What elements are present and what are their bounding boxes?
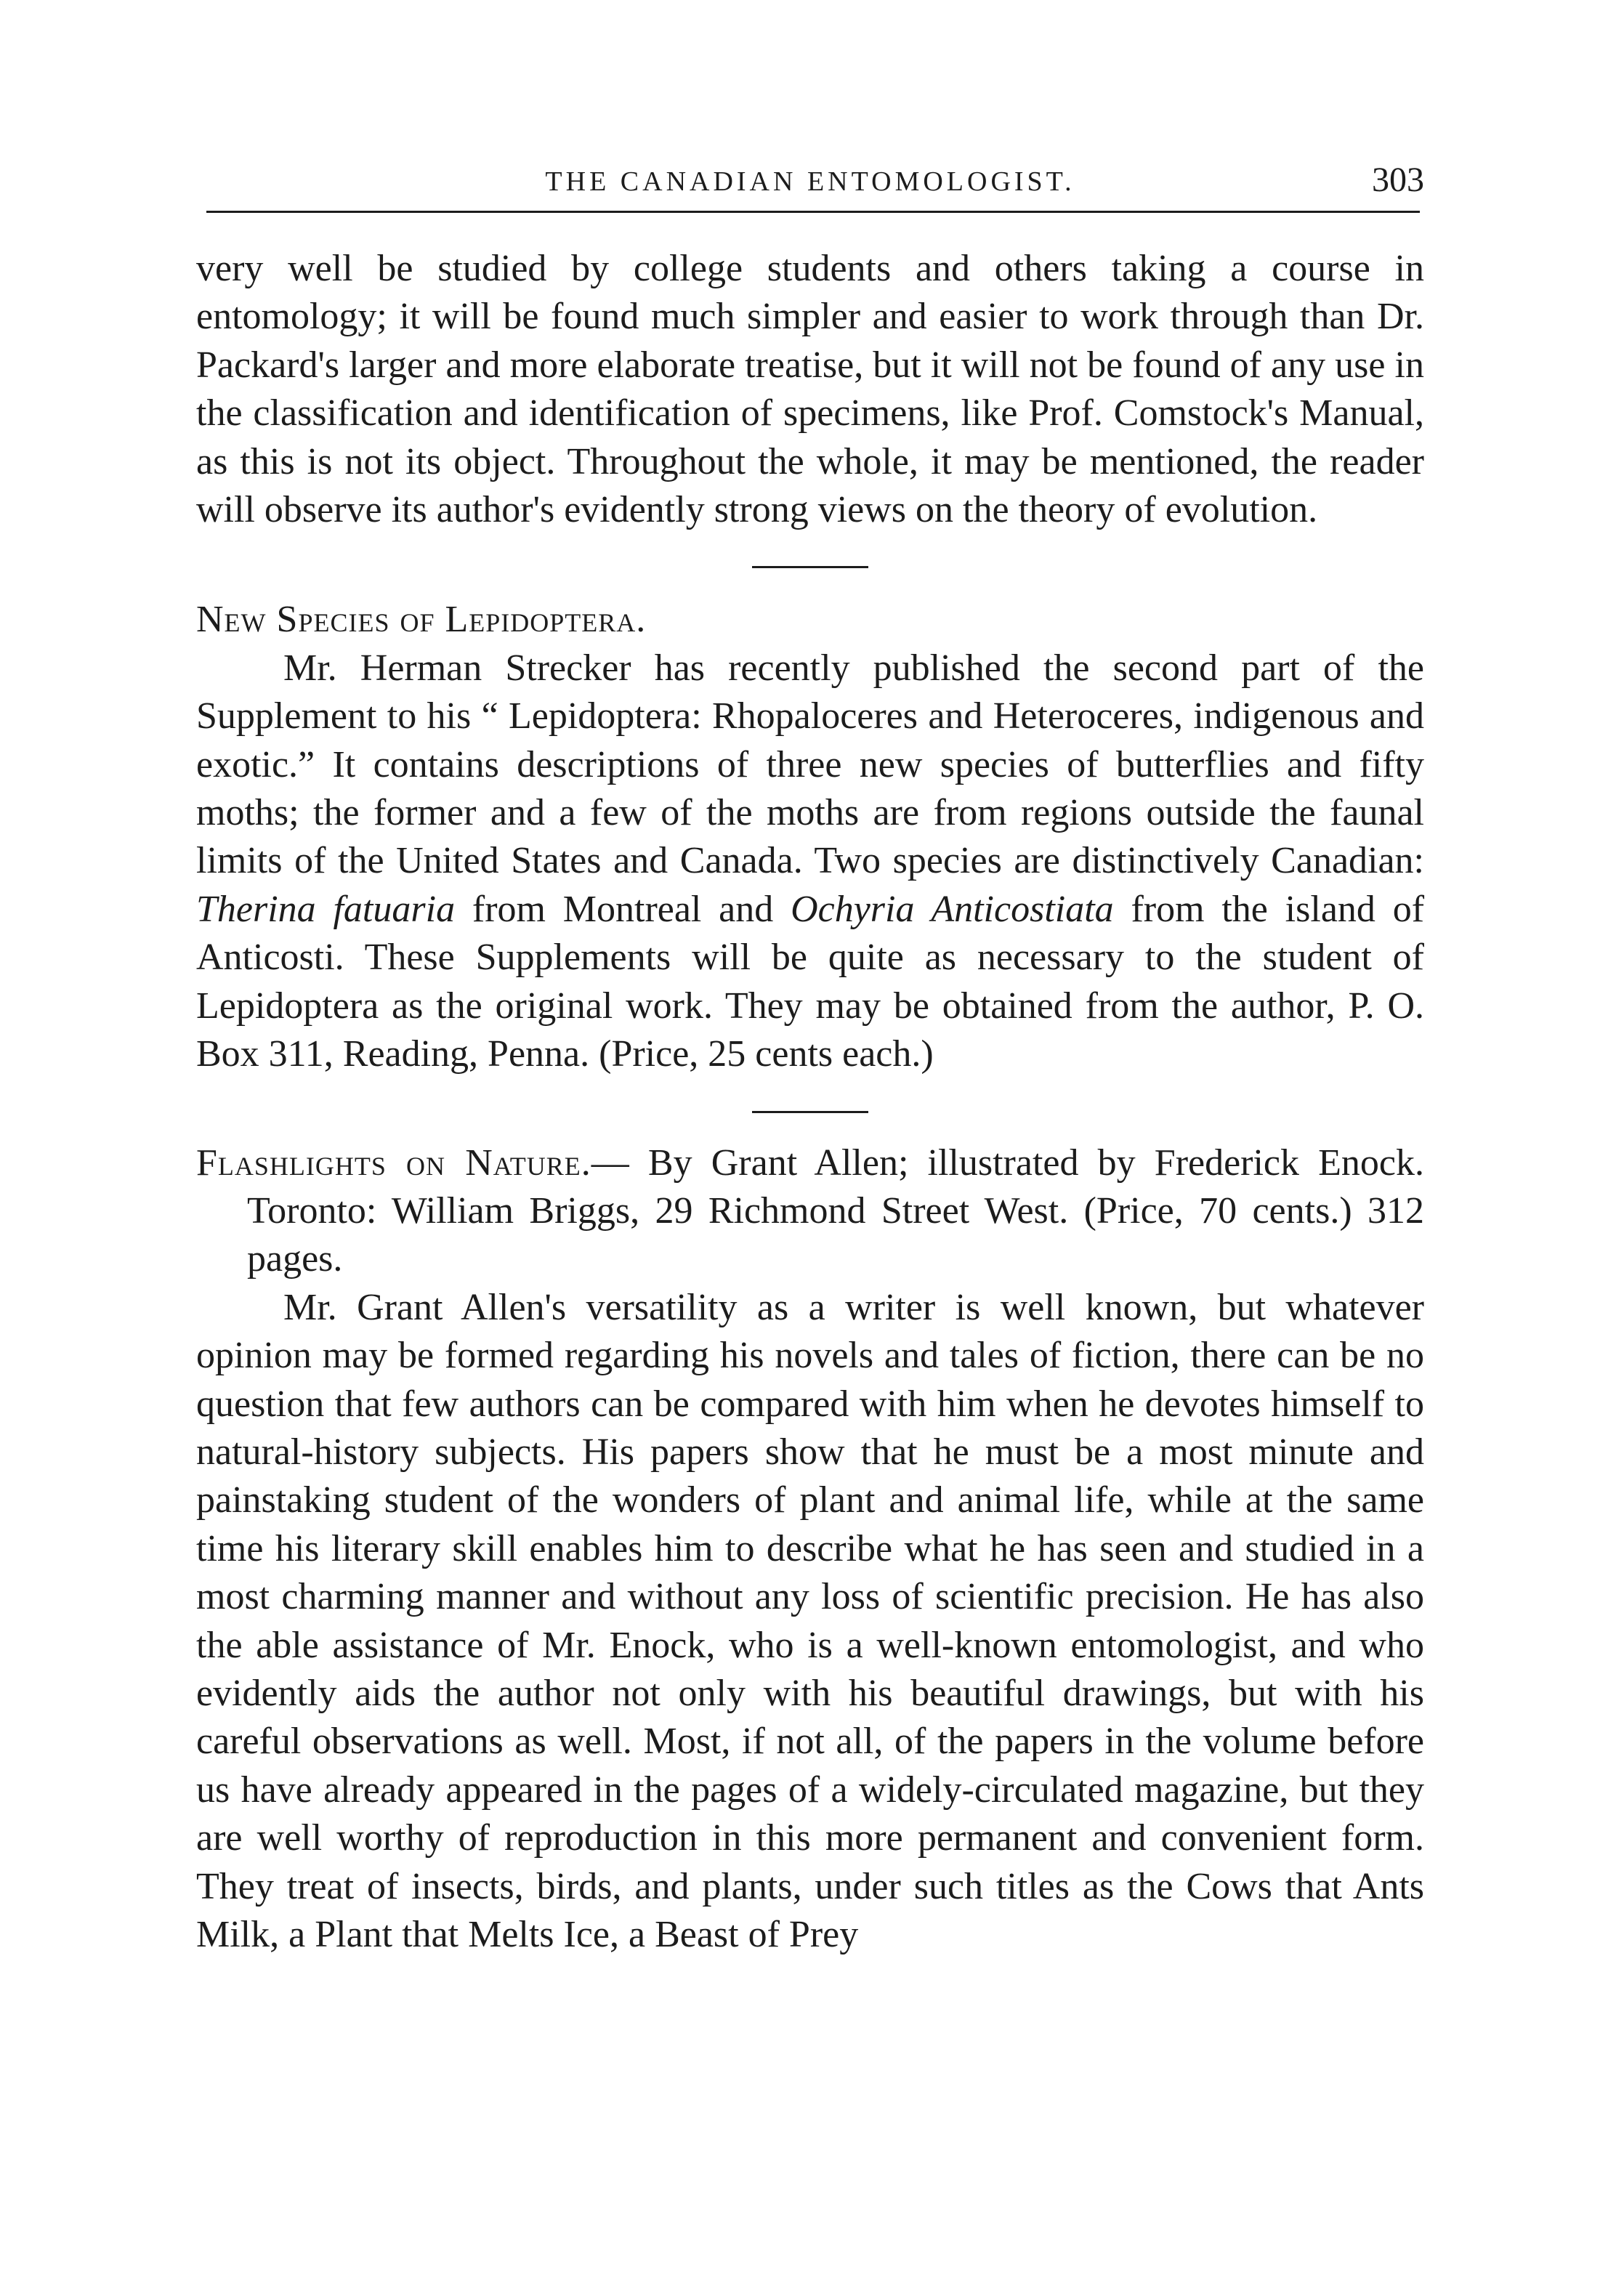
new-species-text-c: from the island of Anticosti. These Supplements will be quite as necessary to the student of Lepidoptera as the original work. They may be obtained from the author, P. O. Box 311, Reading, Penna. (Price, 25 cents each.)	[196, 888, 1425, 1075]
flashlights-review-paragraph: Mr. Grant Allen's versatility as a writer is well known, but whatever opinion may be formed regarding his novels and tales of fiction, there can be no question that few authors can be compared with him when he devotes himself to natural-history subjects. His papers show that he must be a most minute and painstaking student of the wonders of plant and animal life, while at the same time his literary skill enables him to describe what he has seen and studied in a most charming manner and without any loss of scientific precision. He has also the able assistance of Mr. Enock, who is a well-known entomologist, and who evidently aids the author not only with his beautiful drawings, but with his careful observations as well. Most, if not all, of the papers in the volume before us have already appeared in the pages of a widely-circulated magazine, but they are well worthy of reproduction in this more permanent and convenient form. They treat of insects, birds, and plants, under such titles as the Cows that Ants Milk, a Plant that Melts Ice, a Beast of Prey	[196, 1286, 1424, 1955]
new-species-text-a: Mr. Herman Strecker has recently published the second part of the Supplement to his “ Lepidoptera: Rhopaloceres and Heteroceres, indigenous and exotic.” It contains descriptions of three new species of butterflies and fifty moths; the former and a few of the moths are from regions outside the faunal limits of the United States and Canada. Two species are distinctively Canadian:	[196, 647, 1424, 882]
header-rule	[206, 211, 1420, 213]
flashlights-citation	[196, 1139, 1424, 1284]
species-name-therina: Therina fatuaria	[196, 888, 456, 930]
section-divider	[752, 566, 868, 568]
new-species-text-b: from Montreal and	[472, 888, 774, 930]
species-name-ochyria: Ochyria Anticostiata	[791, 888, 1114, 930]
continued-review-paragraph	[196, 245, 1424, 534]
new-species-section	[196, 596, 1424, 1078]
journal-page	[196, 145, 1424, 1959]
new-species-heading: New Species of Lepidoptera.	[196, 599, 647, 641]
running-header	[196, 145, 1424, 211]
flashlights-citation-text: — By Grant Allen; illustrated by Frederick Enock. Toronto: William Briggs, 29 Richmond Street West. (Price, 70 cents.) 312 pages.	[247, 1141, 1425, 1280]
section-divider	[752, 1111, 868, 1113]
flashlights-title: Flashlights on Nature.	[196, 1141, 591, 1184]
continued-review-text: very well be studied by college students and others taking a course in entomology; it will be found much simpler and easier to work through than Dr. Packard's larger and more elaborate treatise, but it will not be found of any use in the classification and identification of specimens, like Prof. Comstock's Manual, as this is not its object. Throughout the whole, it may be mentioned, the reader will observe its author's evidently strong views on the theory of evolution.	[196, 248, 1424, 531]
new-species-paragraph	[196, 644, 1424, 1079]
flashlights-section	[196, 1139, 1424, 1960]
running-title: THE CANADIAN ENTOMOLOGIST.	[545, 166, 1075, 197]
page-number: 303	[1372, 161, 1424, 199]
